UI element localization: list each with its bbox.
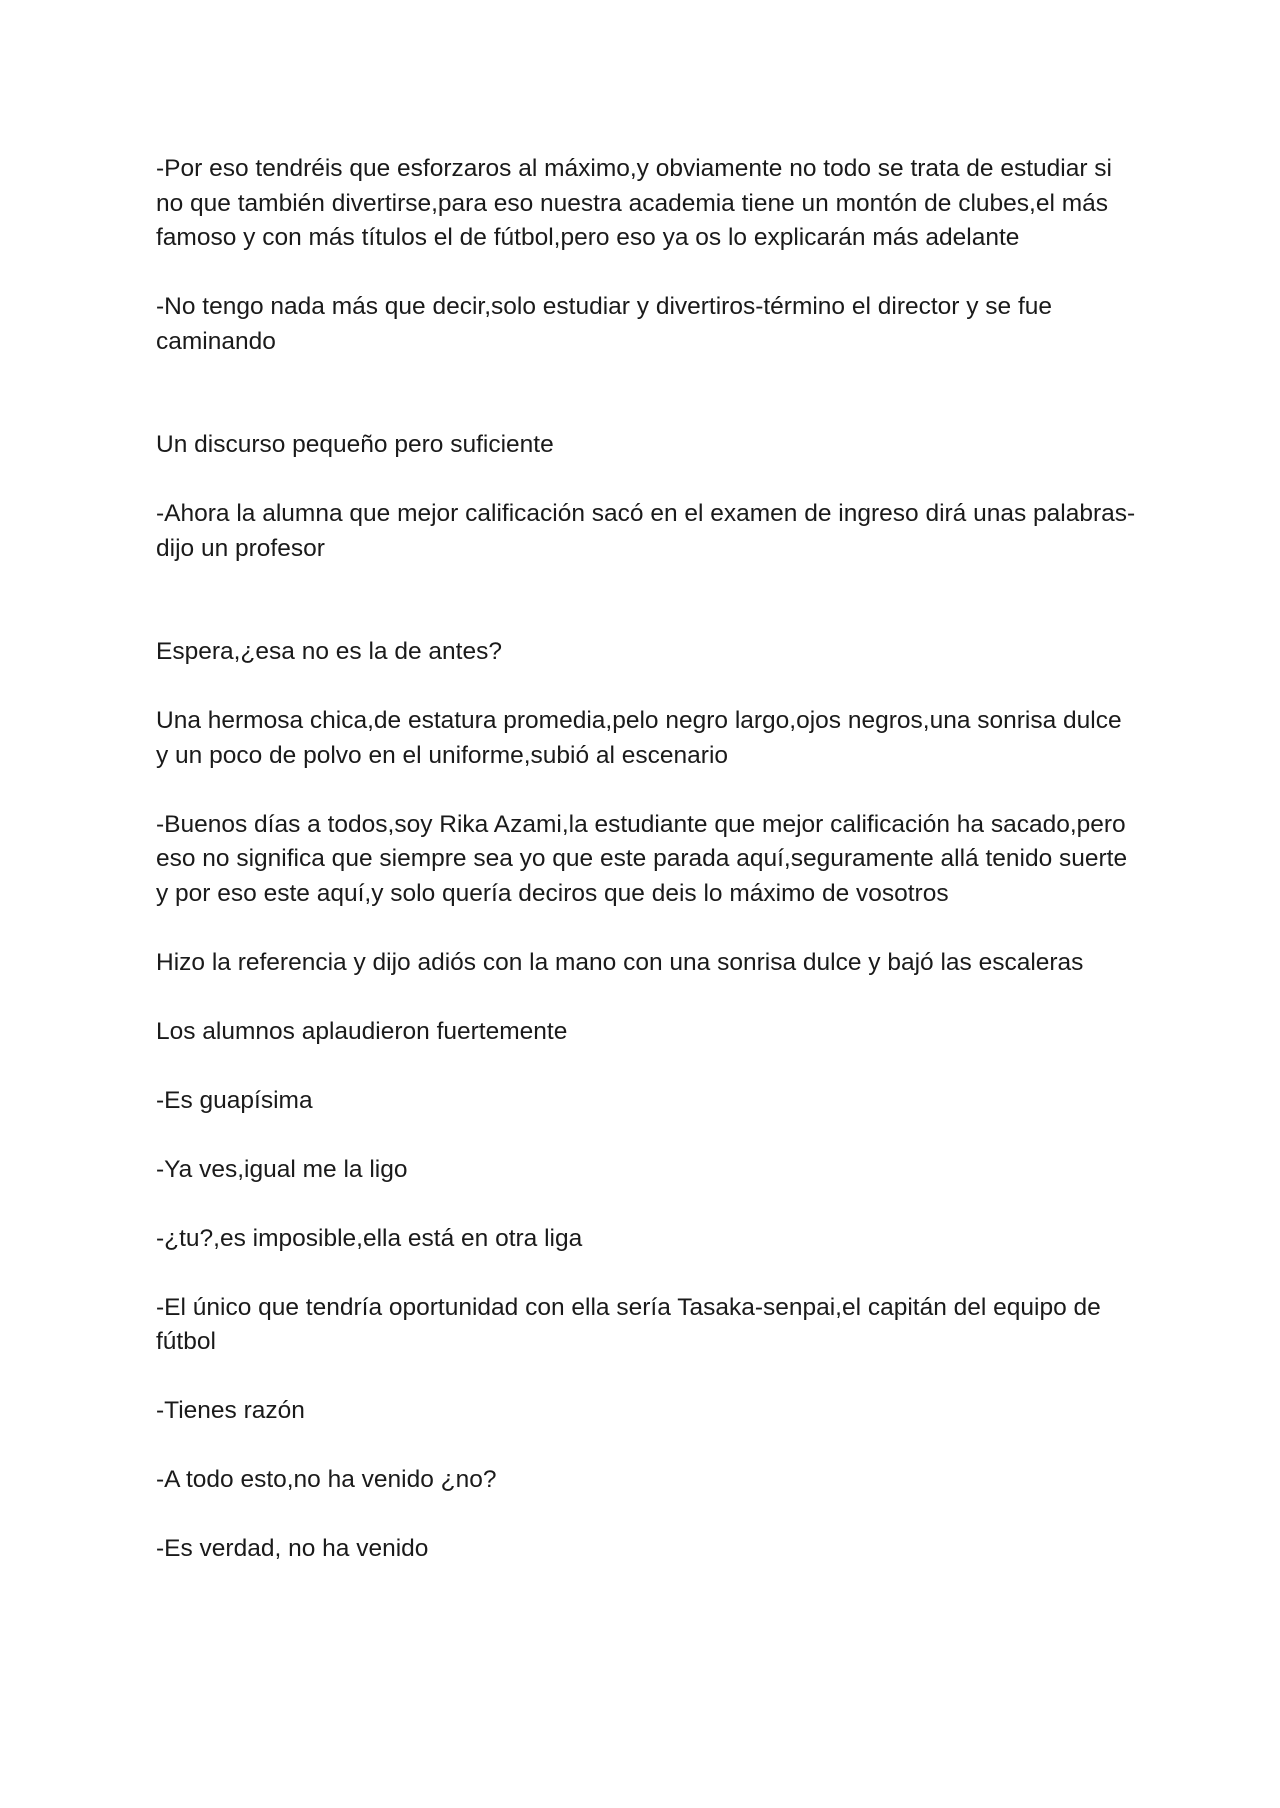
paragraph: -Es guapísima	[156, 1086, 313, 1114]
paragraph: Hizo la referencia y dijo adiós con la mano con una sonrisa dulce y bajó las escaleras	[156, 948, 1084, 976]
paragraph: Espera,¿esa no es la de antes?	[156, 638, 502, 665]
paragraph: -No tengo nada más que decir,solo estudiar y divertiros-término el director y se fue caminando	[156, 293, 1059, 355]
paragraph: -Buenos días a todos,soy Rika Azami,la estudiante que mejor calificación ha sacado,pero eso no significa que siempre sea yo que este parada aquí,seguramente allá tenido suerte y por eso este aquí,y solo quería deciros que deis lo máximo de vosotros	[156, 810, 1134, 907]
paragraph: -Ya ves,igual me la ligo	[156, 1155, 408, 1183]
paragraph: -El único que tendría oportunidad con ella sería Tasaka-senpai,el capitán del equipo de fútbol	[156, 1293, 1108, 1355]
paragraph: -Por eso tendréis que esforzaros al máximo,y obviamente no todo se trata de estudiar si no que también divertirse,para eso nuestra academia tiene un montón de clubes,el más famoso y con más títulos el de fútbol,pero eso ya os lo explicarán más adelante	[156, 155, 1119, 251]
paragraph: Un discurso pequeño pero suficiente	[156, 431, 554, 458]
paragraph: Los alumnos aplaudieron fuertemente	[156, 1017, 568, 1045]
paragraph: -Es verdad, no ha venido	[156, 1535, 429, 1562]
paragraph: -Ahora la alumna que mejor calificación sacó en el examen de ingreso dirá unas palabras-dijo un profesor	[156, 500, 1136, 562]
paragraph: -A todo esto,no ha venido ¿no?	[156, 1466, 497, 1493]
paragraph: -Tienes razón	[156, 1397, 305, 1424]
document-text	[156, 152, 1146, 1601]
paragraph: Una hermosa chica,de estatura promedia,pelo negro largo,ojos negros,una sonrisa dulce y un poco de polvo en el uniforme,subió al escenario	[156, 707, 1136, 769]
paragraph: -¿tu?,es imposible,ella está en otra liga	[156, 1224, 583, 1252]
